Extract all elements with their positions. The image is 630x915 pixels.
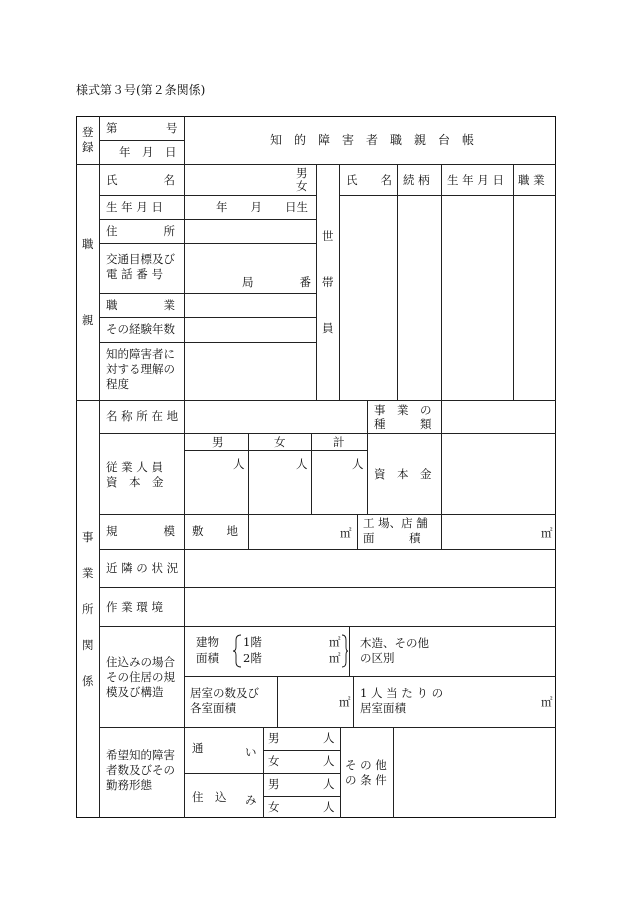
parent-address-label: 住 所 [106,224,175,238]
floor-1-sqm-unit: ㎡ [329,635,341,649]
household-header-name: 氏 名 [346,173,392,187]
registration-date: 年 月 日 [119,145,177,159]
livein-label-2: その住居の規 [106,670,175,684]
household-header-occupation: 職 業 [518,173,545,187]
building-area-label-2: 面積 [196,651,219,665]
floor-1-label: 1階 [243,635,262,649]
household-header-birth: 生 年 月 日 [447,173,504,187]
parent-understanding-label-1: 知的障害者に [106,347,175,361]
parent-name-label: 氏 名 [106,173,175,187]
factory-sqm-unit: ㎡ [541,526,553,540]
livein-male-unit: 人 [323,777,335,791]
employees-female-unit: 人 [296,457,308,471]
desired-label-3: 勤務形態 [106,778,152,792]
parent-occupation-label: 職 業 [106,298,175,312]
business-side-3: 所 [82,602,94,616]
parent-birth-label: 生 年 月 日 [106,200,163,214]
registration-number-label: 第 [106,121,118,135]
household-header-relation: 続 柄 [403,173,430,187]
parent-understanding-label-2: 対する理解の [106,362,175,376]
rooms-label-2: 各室面積 [190,701,236,715]
commute-female-unit: 人 [323,754,335,768]
business-side-1: 事 [82,530,94,544]
name-location-label: 名 称 所 在 地 [106,409,179,423]
household-side-2: 帯 [322,275,334,289]
factory-area-label-1: 工 場、店 舗 [363,516,428,530]
neighborhood-label: 近 隣 の 状 況 [106,561,179,575]
livein-female: 女 [268,800,280,814]
household-side-3: 員 [322,321,334,335]
floor-2-sqm-unit: ㎡ [329,651,341,665]
parent-phone-value: 局 番 [242,275,311,289]
parent-understanding-label-3: 程度 [106,377,129,391]
employees-female-header: 女 [274,435,286,449]
commute-label-1: 通 [192,741,204,755]
employees-total-header: 計 [333,435,345,449]
parent-transport-label-1: 交通目標及び [106,252,175,266]
other-conditions-label-1: そ の 他 [345,758,387,772]
registration-label-1: 登 [82,125,94,139]
per-person-label-1: 1 人 当 た り の [360,686,444,700]
commute-label-2: い [245,745,257,759]
livein-label-3: 模及び構造 [106,685,164,699]
structure-label-2: の区別 [360,651,395,665]
scale-label: 規 模 [106,524,175,538]
form-title: 知 的 障 害 者 職 親 台 帳 [270,133,475,147]
livein-female-unit: 人 [323,800,335,814]
livein-label-1: 住込みの場合 [106,655,175,669]
per-person-label-2: 居室面積 [360,701,406,715]
site-label: 敷 地 [192,524,238,538]
sex-female: 女 [296,179,308,193]
household-side-1: 世 [322,229,334,243]
employees-total-unit: 人 [352,457,364,471]
rooms-sqm-unit: ㎡ [339,695,351,709]
parent-transport-label-2: 電 話 番 号 [106,267,163,281]
employees-label-1: 従 業 人 員 [106,460,163,474]
parent-bottom-line [76,400,556,401]
livein-short-label-1: 住 込 [192,790,227,804]
factory-area-label-2: 面 積 [363,531,421,545]
commute-male: 男 [268,731,280,745]
other-conditions-label-2: の 条 件 [345,773,387,787]
parent-side-label-1: 職 [82,237,94,251]
commute-male-unit: 人 [323,731,335,745]
business-side-5: 係 [82,674,94,688]
parent-experience-label: その経験年数 [106,322,175,336]
parent-side-label-2: 親 [82,313,94,327]
desired-label-2: 者数及びその [106,763,175,777]
parent-birth-value: 年 月 日生 [216,200,308,214]
registration-number-suffix: 号 [166,121,178,135]
business-type-label-1: 事 業 の [374,403,432,417]
environment-label: 作 業 環 境 [106,600,163,614]
rooms-label-1: 居室の数及び [190,686,259,700]
structure-label-1: 木造、その他 [360,636,429,650]
business-side-4: 関 [82,638,94,652]
capital-label: 資 本 金 [374,467,432,481]
business-type-label-2: 種 類 [374,417,432,431]
livein-male: 男 [268,777,280,791]
per-person-sqm-unit: ㎡ [541,695,553,709]
building-area-label-1: 建物 [196,635,219,649]
commute-female: 女 [268,754,280,768]
side-column-line [99,116,100,818]
employees-label-2: 資 本 金 [106,475,164,489]
site-sqm-unit: ㎡ [340,526,352,540]
floor-right-brace [341,634,349,668]
livein-short-label-2: み [245,793,257,807]
form-caption: 様式第３号(第２条関係) [76,83,206,97]
floor-left-brace [233,634,243,668]
employees-male-unit: 人 [233,457,245,471]
floor-2-label: 2階 [243,651,262,665]
sex-male: 男 [296,166,308,180]
business-side-2: 業 [82,566,94,580]
employees-male-header: 男 [212,435,224,449]
registration-label-2: 録 [82,140,94,154]
desired-label-1: 希望知的障害 [106,748,175,762]
